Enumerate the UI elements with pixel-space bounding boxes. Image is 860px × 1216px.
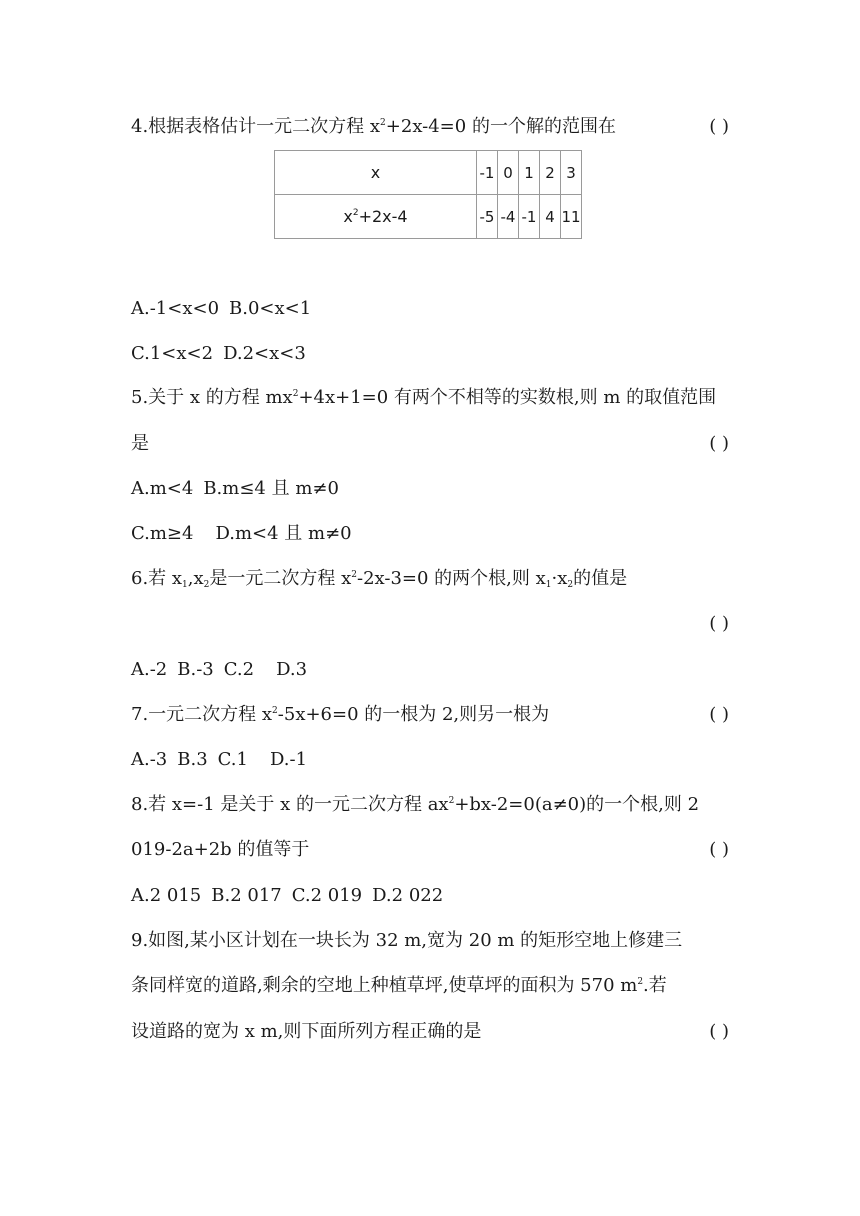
option-b: B.2 017: [211, 885, 282, 906]
q5-options-row-2: [131, 522, 729, 546]
table-row: [275, 195, 582, 239]
table-cell: 11: [561, 195, 582, 239]
option-a: A.-1<x<0: [131, 298, 220, 319]
option-c: C.m≥4: [131, 523, 194, 544]
option-a: A.m<4: [131, 478, 194, 499]
q8-stem-line-2: 019-2a+2b 的值等于 ( ): [131, 839, 729, 860]
option-d: D.2 022: [372, 885, 444, 906]
option-b: B.0<x<1: [229, 298, 312, 319]
table-row-header: x: [275, 151, 477, 195]
q4-answer-paren: ( ): [709, 116, 729, 137]
option-a: A.-3: [131, 749, 168, 770]
option-a: A.2 015: [131, 885, 202, 906]
option-c: C.1: [217, 749, 248, 770]
q4-stem: 4.根据表格估计一元二次方程 $x^2+2x-4=0$ 的一个解的范围在 ( ): [131, 116, 729, 137]
option-c: C.1<x<2: [131, 343, 214, 364]
q4-options-row-2: [131, 342, 729, 366]
option-a: A.-2: [131, 659, 168, 680]
table-cell: -1: [477, 151, 498, 195]
table-cell: 2: [540, 151, 561, 195]
table-cell: 4: [540, 195, 561, 239]
option-d: D.3: [276, 659, 308, 680]
q8-options: [131, 884, 729, 908]
table-row-header: $x^2+2x-4$: [275, 195, 477, 239]
option-c: C.2 019: [291, 885, 363, 906]
q9-stem-line-3: 设道路的宽为 x m,则下面所列方程正确的是 ( ): [131, 1021, 729, 1042]
table-row: [275, 151, 582, 195]
option-d: D.-1: [269, 749, 308, 770]
q7-answer-paren: ( ): [709, 704, 729, 725]
option-b: B.-3: [177, 659, 214, 680]
table-cell: -4: [498, 195, 519, 239]
option-d: D.m<4 且 m≠0: [215, 523, 352, 544]
q5-stem-line-2: 是 ( ): [131, 433, 729, 454]
q6-options: [131, 658, 729, 682]
q7-options: [131, 748, 729, 772]
q5-options-row-1: [131, 477, 729, 501]
q4-value-table: [274, 150, 582, 239]
option-d: D.2<x<3: [223, 343, 306, 364]
q7-stem: 7.一元二次方程 $x^2-5x+6=0$ 的一根为 2,则另一根为 ( ): [131, 704, 729, 725]
table-cell: 0: [498, 151, 519, 195]
q6-answer-paren: ( ): [709, 613, 729, 634]
table-cell: 3: [561, 151, 582, 195]
q5-stem-line-1: 5.关于 x 的方程 $mx^2+4x+1=0$ 有两个不相等的实数根,则 m 的取值范围: [131, 387, 717, 408]
q9-stem-line-1: 9.如图,某小区计划在一块长为 32 m,宽为 20 m 的矩形空地上修建三: [131, 930, 683, 951]
option-c: C.2: [223, 659, 255, 680]
q9-answer-paren: ( ): [709, 1021, 729, 1042]
q6-stem-line-1: 6.若 $x_1,x_2$是一元二次方程 $x^2-2x-3=0$ 的两个根,则 $x_1\cdot x_2$的值是: [131, 568, 628, 590]
q5-answer-paren: ( ): [709, 433, 729, 454]
option-b: B.m≤4 且 m≠0: [203, 478, 339, 499]
table-cell: -5: [477, 195, 498, 239]
option-b: B.3: [177, 749, 208, 770]
q8-answer-paren: ( ): [709, 839, 729, 860]
table-cell: -1: [519, 195, 540, 239]
table-cell: 1: [519, 151, 540, 195]
q4-options-row-1: [131, 297, 729, 321]
q9-stem-line-2: 条同样宽的道路,剩余的空地上种植草坪,使草坪的面积为 570 $m^2$.若: [131, 975, 667, 996]
q8-stem-line-1: 8.若 x=-1 是关于 x 的一元二次方程 $ax^2+bx-2=0(a\ne 0)$的一个根,则 2: [131, 794, 700, 815]
